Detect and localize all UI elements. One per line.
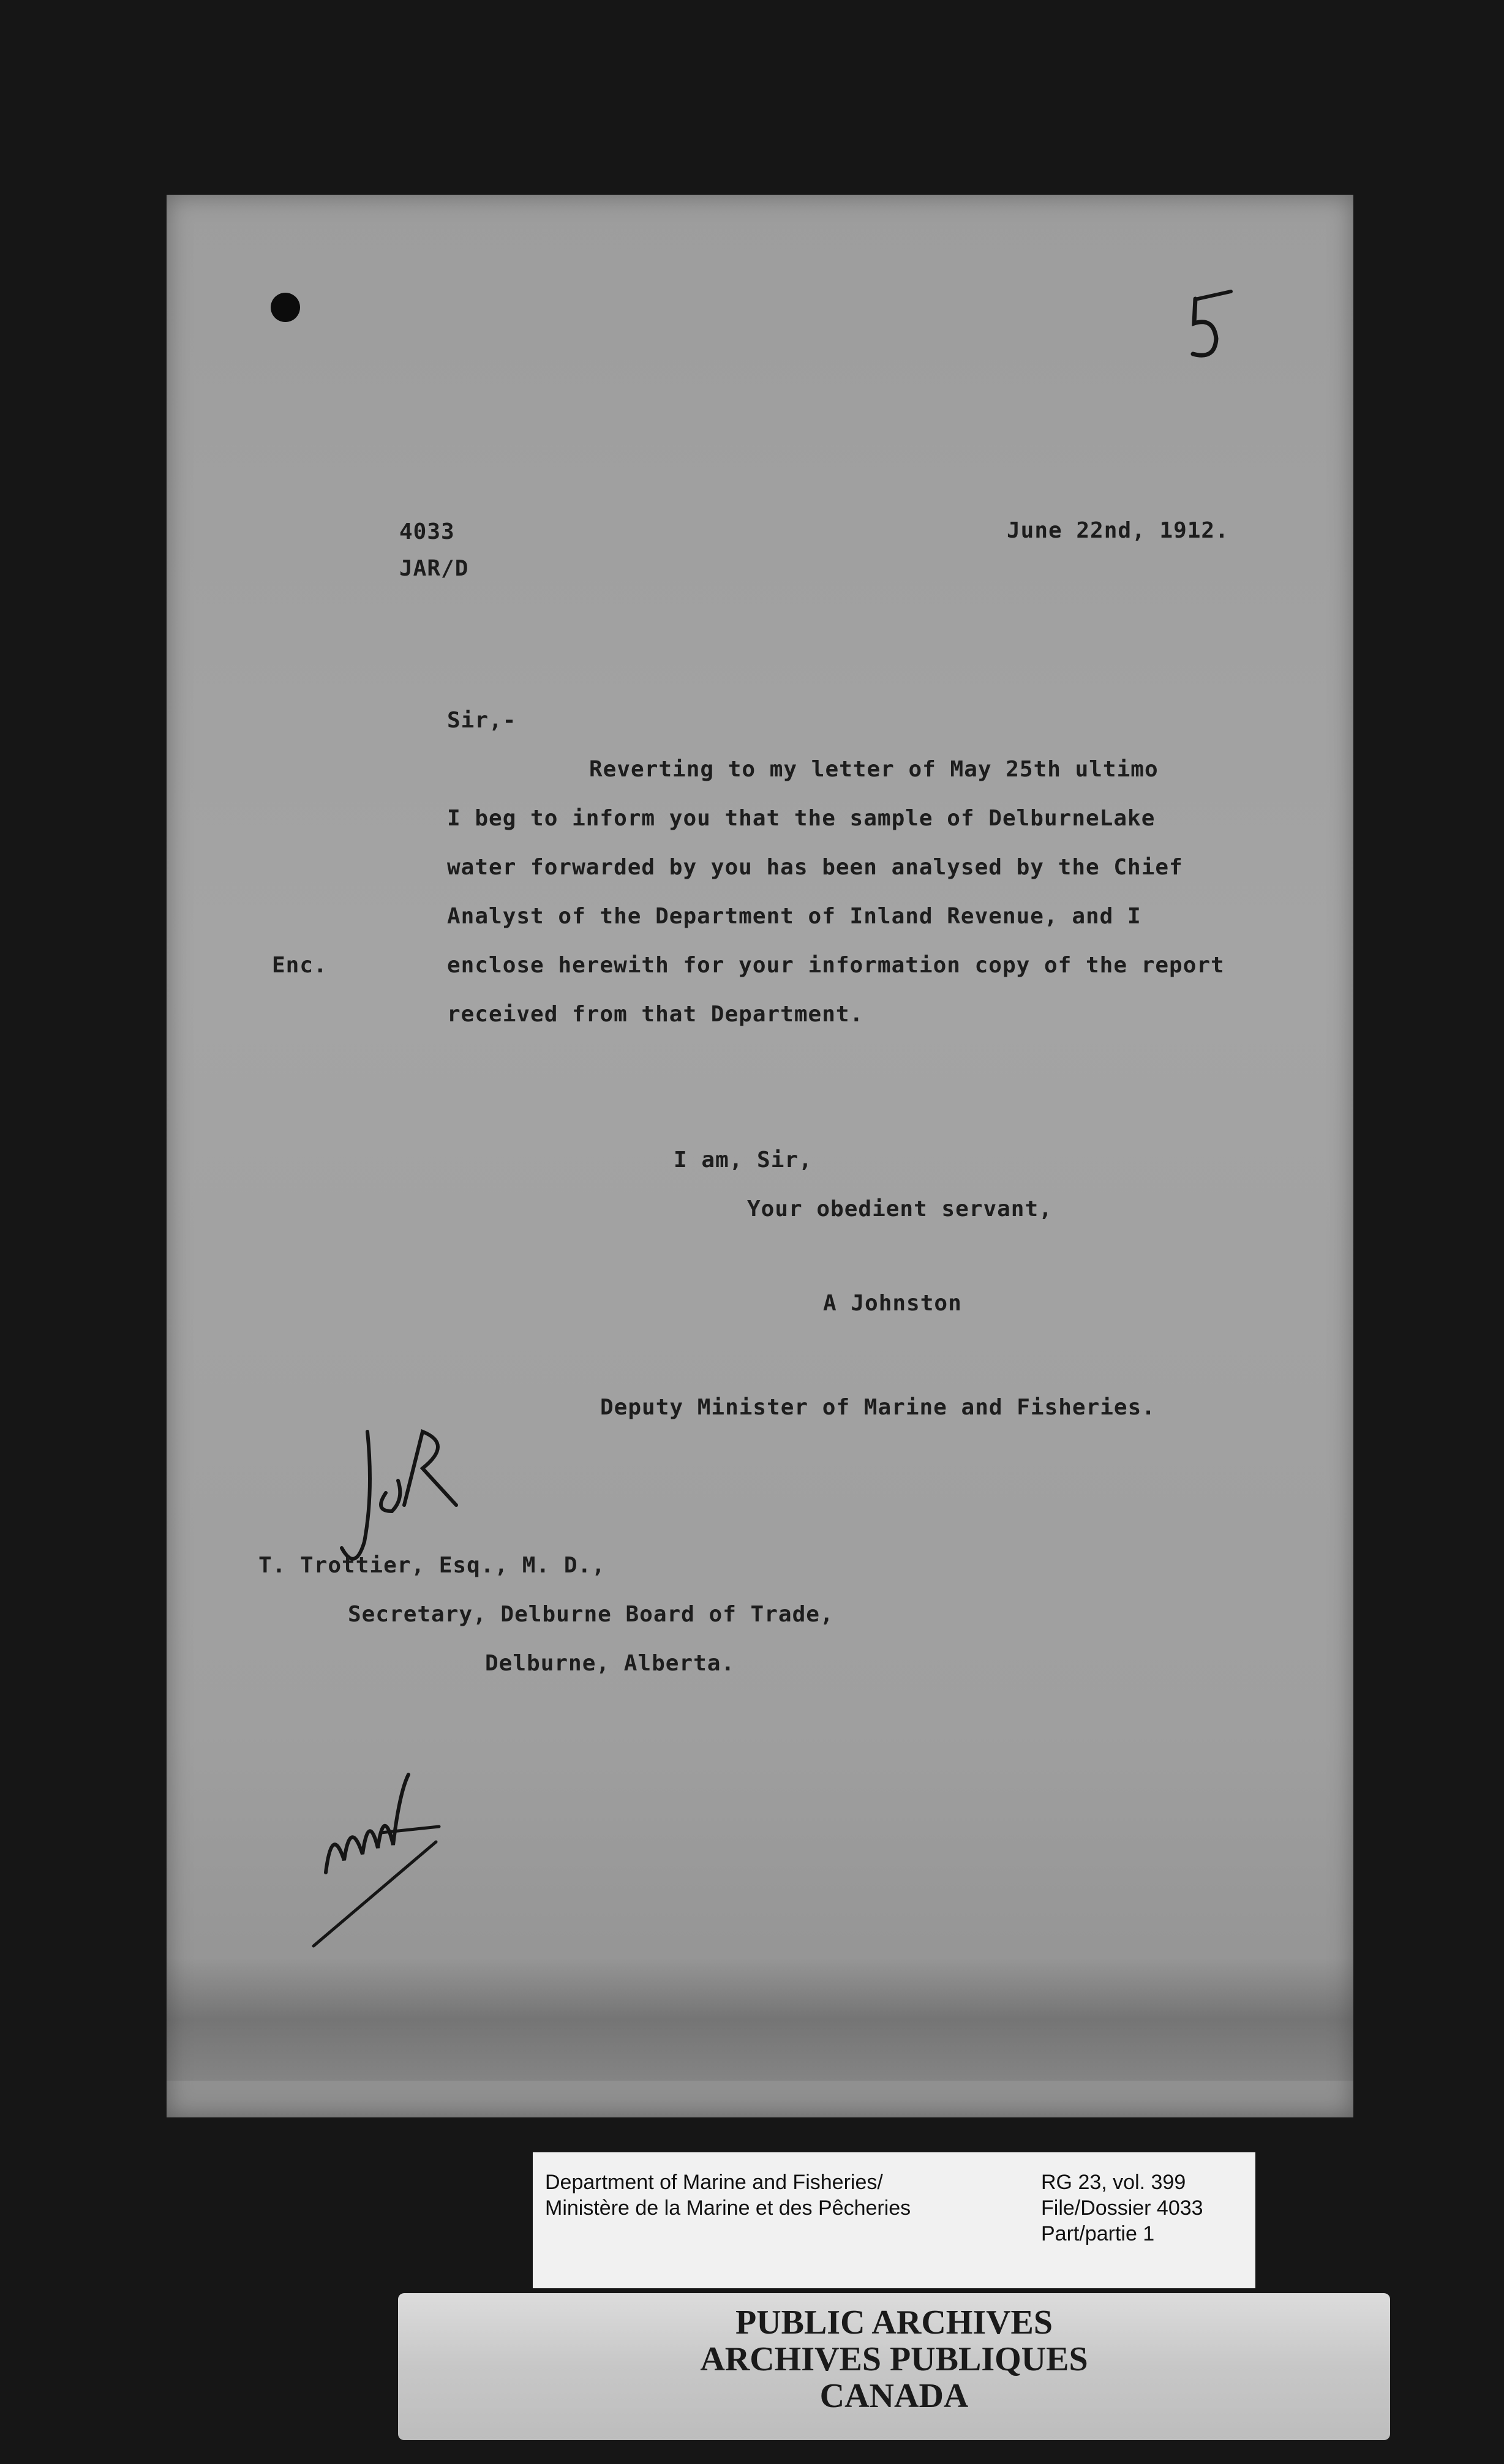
- signature: A Johnston: [823, 1291, 962, 1316]
- archives-stamp: [398, 2293, 1390, 2440]
- part-number: Part/partie 1: [1041, 2222, 1155, 2245]
- closing-line: I am, Sir,: [674, 1147, 813, 1173]
- body-line: I beg to inform you that the sample of DelburneLake: [447, 806, 1156, 831]
- closing-line: Your obedient servant,: [747, 1196, 1053, 1222]
- file-number: 4033: [399, 519, 455, 544]
- addressee-line: Secretary, Delburne Board of Trade,: [348, 1602, 834, 1627]
- body-line: Analyst of the Department of Inland Revenue, and I: [447, 904, 1141, 929]
- body-line: Reverting to my letter of May 25th ultimo: [589, 757, 1159, 782]
- stamp-line: CANADA: [819, 2377, 969, 2415]
- punch-hole: [271, 293, 300, 322]
- enclosure-note: Enc.: [272, 953, 328, 978]
- letter-date: June 22nd, 1912.: [1007, 518, 1229, 543]
- stamp-line: ARCHIVES PUBLIQUES: [700, 2340, 1088, 2378]
- handwritten-page-number: [1171, 280, 1244, 372]
- addressee-line: Delburne, Alberta.: [485, 1651, 735, 1676]
- file-number-label: File/Dossier 4033: [1041, 2196, 1203, 2220]
- body-line: enclose herewith for your information copy of the report: [447, 953, 1225, 978]
- body-line: water forwarded by you has been analysed by the Chief: [447, 855, 1183, 880]
- record-group: RG 23, vol. 399: [1041, 2171, 1186, 2194]
- salutation: Sir,-: [447, 708, 517, 733]
- addressee-line: T. Trottier, Esq., M. D.,: [258, 1553, 606, 1578]
- letter-page: [167, 195, 1353, 2117]
- signer-title: Deputy Minister of Marine and Fisheries.: [600, 1395, 1156, 1420]
- archive-label: [533, 2152, 1255, 2288]
- department-french: Ministère de la Marine et des Pêcheries: [545, 2196, 911, 2220]
- body-line: received from that Department.: [447, 1002, 864, 1027]
- page-stain: [167, 1958, 1353, 2081]
- handwritten-scrawl: [307, 1768, 442, 1952]
- reference-initials: JAR/D: [399, 556, 469, 581]
- stamp-line: PUBLIC ARCHIVES: [735, 2304, 1053, 2342]
- department-english: Department of Marine and Fisheries/: [545, 2171, 883, 2194]
